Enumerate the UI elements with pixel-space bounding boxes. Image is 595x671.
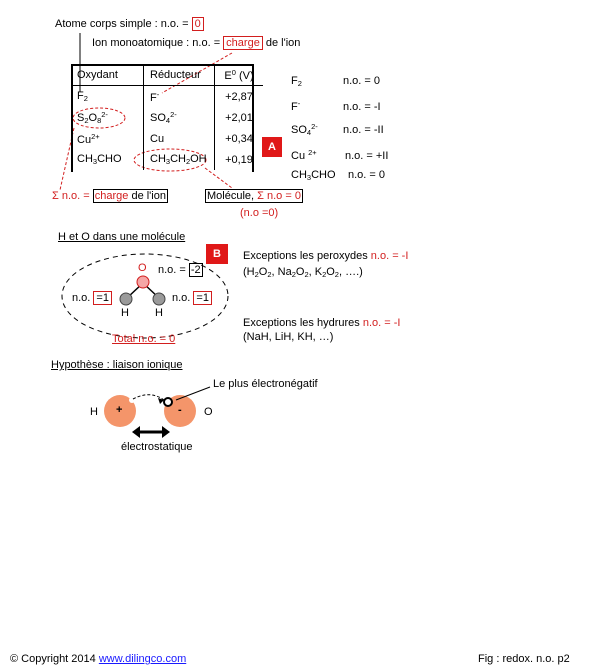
hypothesis-title: Hypothèse : liaison ionique — [51, 359, 183, 371]
badge-a: A — [262, 137, 282, 157]
footer-fig: Fig : redox. n.o. p2 — [478, 653, 570, 665]
sigma-charge-note: Σ n.o. = charge de l'ion — [52, 190, 166, 202]
table-row: $S_2O_8^{2-}$ $SO_4^{2-}$ +2,01 — [71, 107, 263, 128]
oxygen-label: O — [138, 262, 147, 274]
badge-b: B — [206, 244, 228, 264]
oxygen-atom — [137, 276, 149, 288]
list-item: Cu $^{2+}$ n.o. = +II — [291, 147, 389, 162]
water-total: Total n.o. = 0 — [112, 333, 176, 345]
hydrides-note: Exceptions les hydrures n.o. = -I — [243, 317, 401, 329]
list-item: $F_2$ n.o. = 0 — [291, 75, 381, 88]
note-monoatomic-ion: Ion monoatomique : n.o. = charge de l'ion — [92, 37, 301, 49]
h-right-no: n.o. =1 — [172, 292, 212, 304]
header-oxidant: Oxydant — [71, 64, 144, 86]
ionic-plus: + — [116, 404, 123, 416]
molecule-note-sub: (n.o =0) — [240, 207, 279, 219]
hydrogen-atom-right — [153, 293, 165, 305]
oxygen-no: n.o. = -2 — [158, 264, 201, 276]
electronegative-note: Le plus électronégatif — [213, 378, 318, 390]
list-item: $CH_3CHO$ n.o. = 0 — [291, 169, 386, 182]
table-row: $F_2$ F- +2,87 — [71, 86, 263, 108]
header-potential: $E^0$ (V) — [215, 64, 264, 86]
note-monoatomic-charge: charge — [223, 36, 263, 50]
electronegative-pointer — [176, 387, 210, 400]
ionic-h-label: H — [90, 406, 98, 418]
note-atom-simple: Atome corps simple : n.o. = 0 — [55, 18, 204, 30]
table-header — [71, 64, 263, 86]
footer-copyright: © Copyright 2014 www.dilingco.com — [10, 653, 187, 665]
table-row: $Cu^{2+}$ Cu +0,34 — [71, 128, 263, 149]
h-left-no: n.o. =1 — [72, 292, 112, 304]
right-species-list — [291, 72, 388, 188]
ionic-o-label: O — [204, 406, 213, 418]
molecule-note: Molécule, Σ n.o = 0 — [207, 190, 301, 202]
footer-link[interactable]: www.dilingco.com — [98, 653, 187, 665]
hydrides-examples: (NaH, LiH, KH, …) — [243, 331, 334, 343]
hydrogen-atom-left — [120, 293, 132, 305]
section-h-o-title: H et O dans une molécule — [58, 231, 186, 243]
note-atom-value: 0 — [192, 17, 204, 31]
electrostatic-label: électrostatique — [121, 441, 193, 453]
list-item: $SO_4^{2-}$ n.o. = -II — [291, 122, 384, 137]
peroxides-note: Exceptions les peroxydes n.o. = -I — [243, 250, 409, 262]
h-left-label: H — [121, 307, 129, 319]
electron — [164, 398, 172, 406]
table-row: $CH_3CHO$ $CH_3CH_2OH$ +0,19 — [71, 149, 263, 170]
h-right-label: H — [155, 307, 163, 319]
redox-table — [71, 64, 263, 170]
list-item: F- n.o. = -I — [291, 98, 381, 113]
ionic-minus: - — [178, 404, 182, 416]
header-reducer: Réducteur — [144, 64, 215, 86]
peroxides-examples: ($H_2O_2$, $Na_2O_2$, $K_2O_2$, ….) — [243, 266, 363, 279]
